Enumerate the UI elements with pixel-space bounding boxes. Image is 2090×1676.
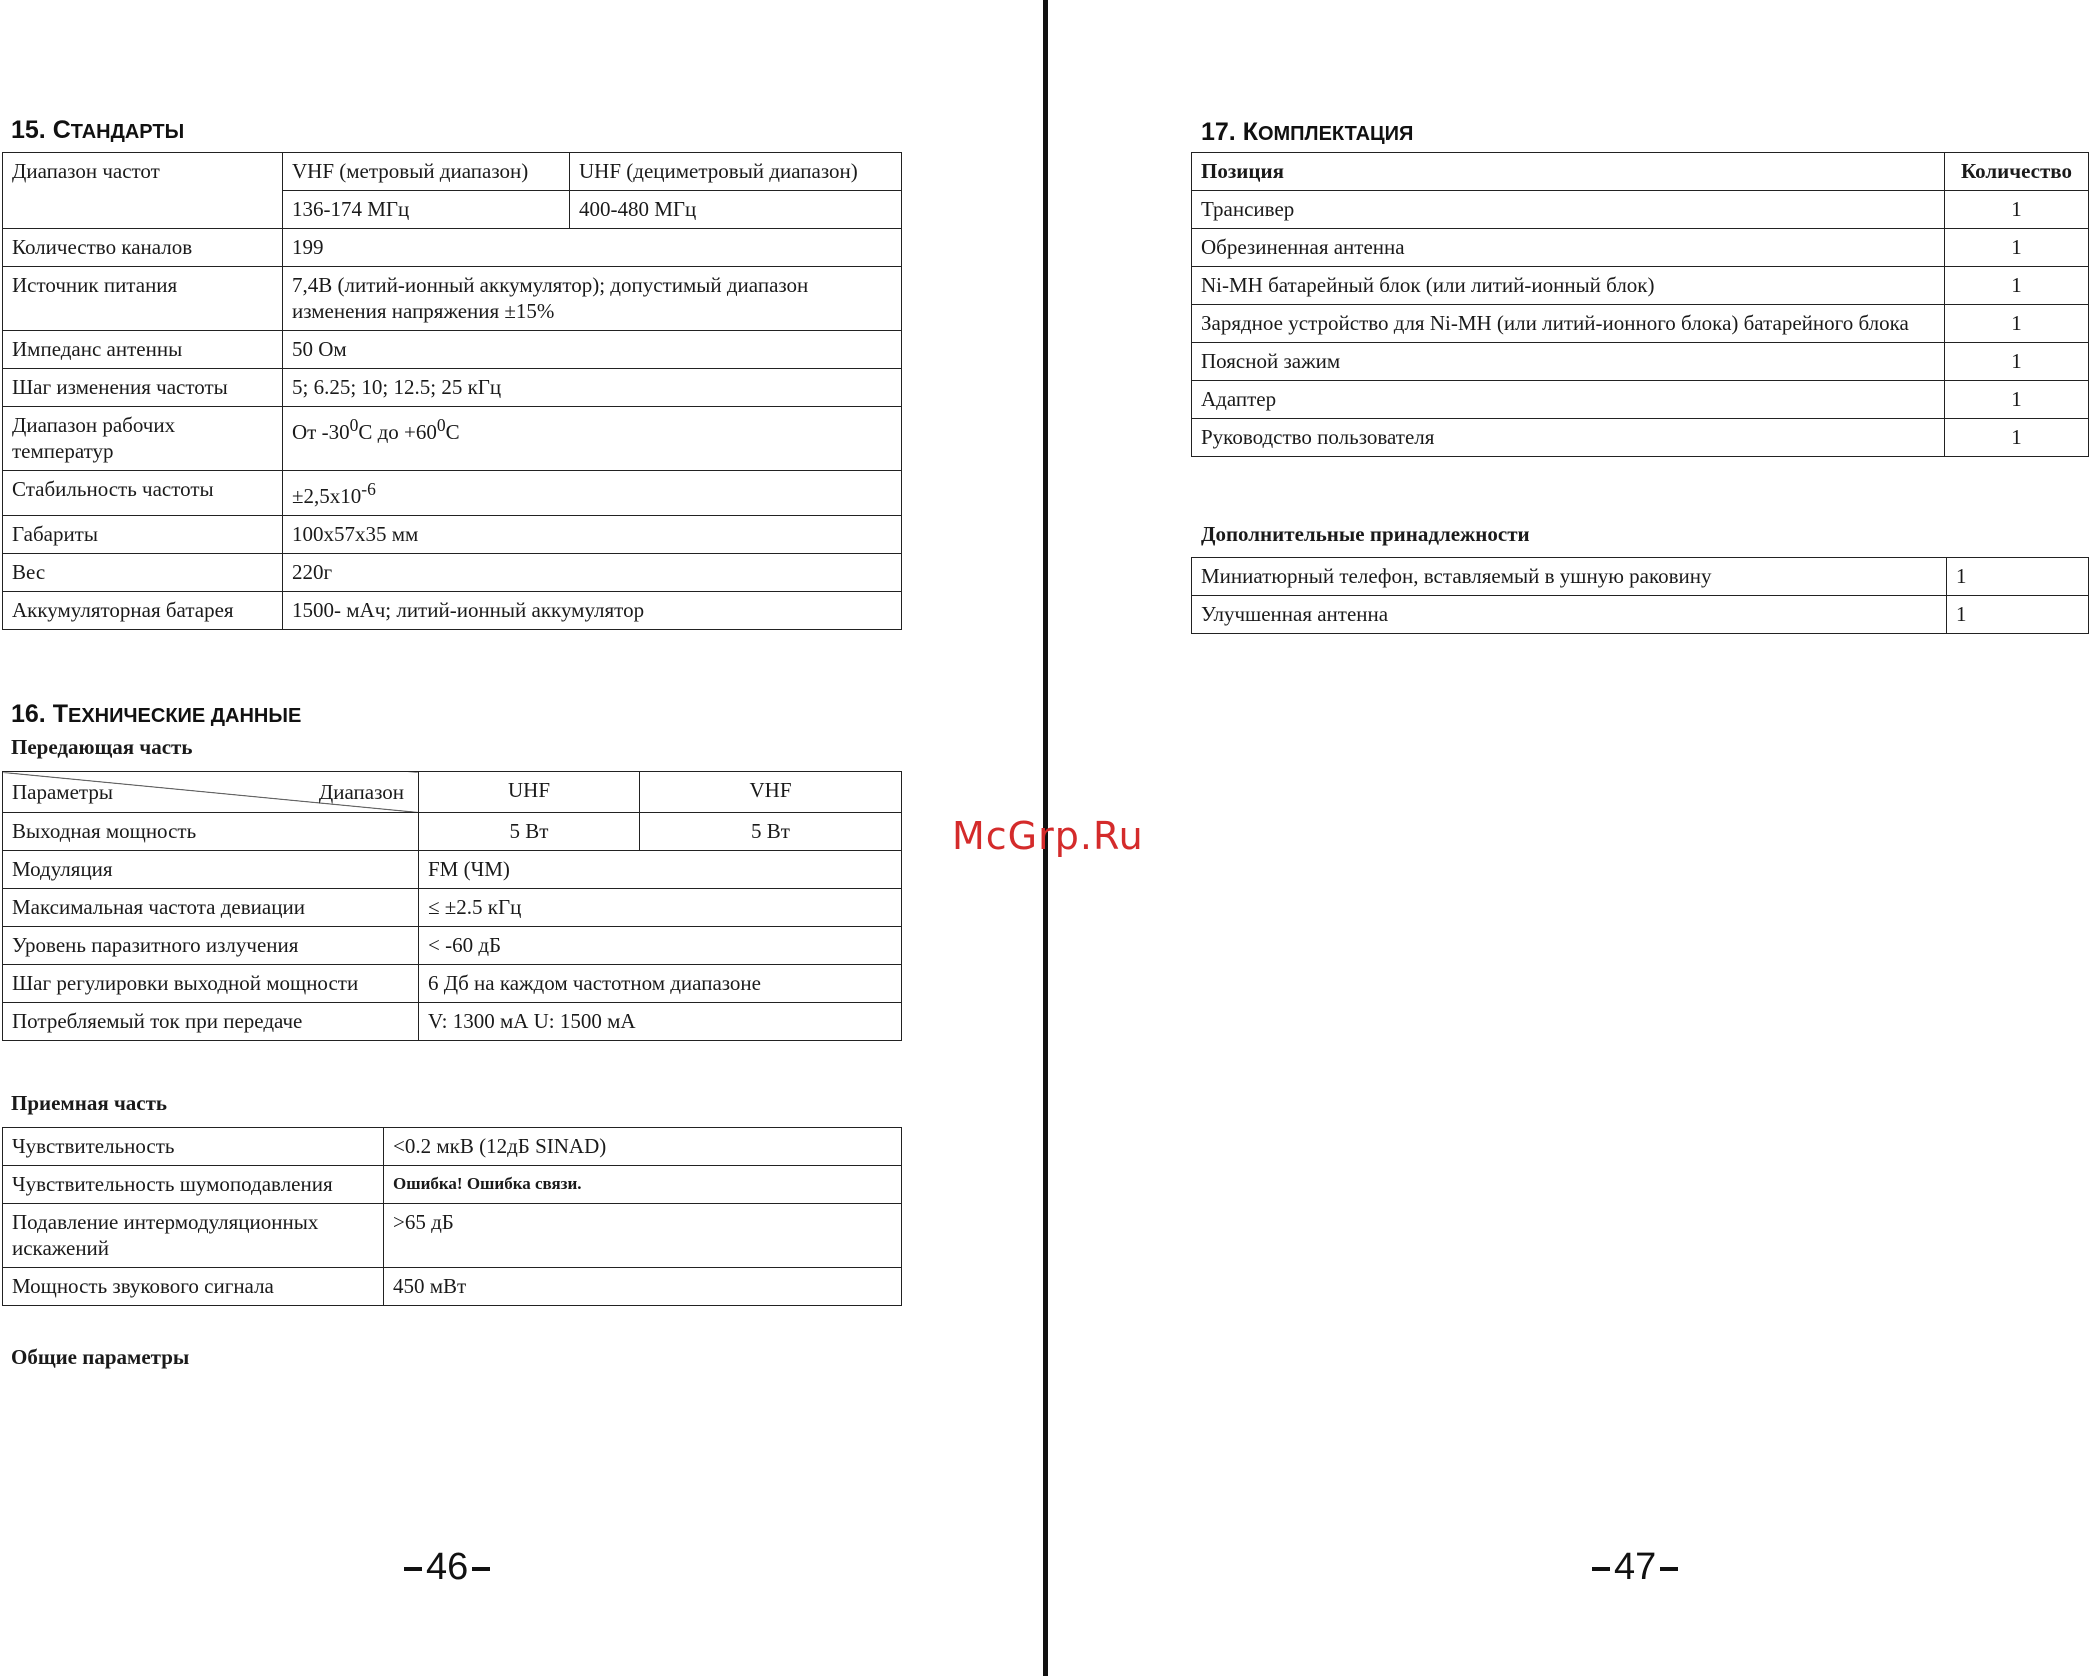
- table-cell: Чувствительность шумоподавления: [3, 1166, 384, 1204]
- table-cell: Модуляция: [3, 851, 419, 889]
- table-cell: >65 дБ: [384, 1204, 902, 1268]
- receiver-heading: Приемная часть: [11, 1091, 168, 1115]
- transmitter-heading: Передающая часть: [11, 735, 193, 759]
- table-cell: FM (ЧМ): [419, 851, 902, 889]
- table-cell: 5 Вт: [419, 813, 640, 851]
- table-cell: 400-480 МГц: [570, 191, 902, 229]
- table-cell: 6 Дб на каждом частотном диапазоне: [419, 965, 902, 1003]
- table-cell: 100x57x35 мм: [283, 516, 902, 554]
- table-cell: 1: [1945, 191, 2089, 229]
- watermark: McGrp.Ru: [952, 814, 1144, 858]
- table-cell: Импеданс антенны: [3, 331, 283, 369]
- table-cell: Диапазон частот: [3, 153, 283, 229]
- table-cell: 1: [1945, 305, 2089, 343]
- table-row: [3, 772, 902, 813]
- table-row: [3, 1003, 902, 1041]
- table-cell: 1: [1947, 558, 2089, 596]
- table-row: [3, 153, 902, 191]
- receiver-table: [2, 1127, 902, 1306]
- table-cell: Ошибка! Ошибка связи.: [384, 1166, 902, 1204]
- table-cell: Обрезиненная антенна: [1192, 229, 1945, 267]
- table-cell: Чувствительность: [3, 1128, 384, 1166]
- table-cell: 5 Вт: [640, 813, 902, 851]
- table-cell: Мощность звукового сигнала: [3, 1268, 384, 1306]
- table-cell: $\pm 2,5x10^{-6}$: [283, 471, 902, 516]
- section-15-title: 15. СТАНДАРТЫ: [11, 116, 185, 144]
- table-cell: Трансивер: [1192, 191, 1945, 229]
- general-params-heading: Общие параметры: [11, 1345, 190, 1369]
- table-row: [1192, 191, 2089, 229]
- table-row: [3, 369, 902, 407]
- table-cell: <0.2 мкВ (12дБ SINAD): [384, 1128, 902, 1166]
- table-cell: 199: [283, 229, 902, 267]
- table-cell: Ni-MH батарейный блок (или литий-ионный блок): [1192, 267, 1945, 305]
- section-17-title: 17. КОМПЛЕКТАЦИЯ: [1201, 118, 1414, 146]
- section-16-title: 16. ТЕХНИЧЕСКИЕ ДАННЫЕ: [11, 700, 302, 728]
- table-cell: Стабильность частоты: [3, 471, 283, 516]
- table-cell: UHF (дециметровый диапазон): [570, 153, 902, 191]
- position-header: Позиция: [1192, 153, 1945, 191]
- table-cell: Количество каналов: [3, 229, 283, 267]
- table-cell: 220г: [283, 554, 902, 592]
- table-cell: Выходная мощность: [3, 813, 419, 851]
- standards-table: [2, 152, 902, 630]
- table-cell: V: 1300 мА U: 1500 мА: [419, 1003, 902, 1041]
- table-row: [3, 592, 902, 630]
- table-row: [1192, 419, 2089, 457]
- table-row: [3, 407, 902, 471]
- table-cell: Вес: [3, 554, 283, 592]
- table-row: [3, 554, 902, 592]
- table-row: [1192, 343, 2089, 381]
- accessories-table: [1191, 557, 2089, 634]
- transmitter-table: [2, 771, 902, 1041]
- table-cell: 5; 6.25; 10; 12.5; 25 кГц: [283, 369, 902, 407]
- table-cell: 1: [1947, 596, 2089, 634]
- table-cell: От $-30^0С$ до $+60^0С$: [283, 407, 902, 471]
- table-row: [3, 267, 902, 331]
- table-row: [3, 1128, 902, 1166]
- table-cell: Поясной зажим: [1192, 343, 1945, 381]
- uhf-header: UHF: [419, 772, 640, 813]
- table-cell: 1: [1945, 381, 2089, 419]
- table-cell: 1500- мАч; литий-ионный аккумулятор: [283, 592, 902, 630]
- table-row: [3, 889, 902, 927]
- table-cell: Габариты: [3, 516, 283, 554]
- param-header: Параметры: [12, 780, 113, 804]
- range-header: Диапазон: [318, 780, 404, 804]
- table-row: [1192, 558, 2089, 596]
- table-cell: ≤ ±2.5 кГц: [419, 889, 902, 927]
- table-cell: 450 мВт: [384, 1268, 902, 1306]
- table-row: [3, 813, 902, 851]
- table-cell: < -60 дБ: [419, 927, 902, 965]
- table-row: [1192, 381, 2089, 419]
- table-row: [1192, 229, 2089, 267]
- table-row: [3, 1268, 902, 1306]
- table-row: [1192, 267, 2089, 305]
- table-row: [3, 851, 902, 889]
- table-row: [3, 331, 902, 369]
- table-cell: 1: [1945, 343, 2089, 381]
- table-row: [3, 1166, 902, 1204]
- table-cell: Потребляемый ток при передаче: [3, 1003, 419, 1041]
- table-row: [3, 516, 902, 554]
- table-row: [3, 1204, 902, 1268]
- table-row: [1192, 305, 2089, 343]
- table-row: [3, 471, 902, 516]
- table-cell: 1: [1945, 267, 2089, 305]
- table-row: [1192, 153, 2089, 191]
- diagonal-header-cell: [3, 772, 419, 813]
- package-contents-table: [1191, 152, 2089, 457]
- quantity-header: Количество: [1945, 153, 2089, 191]
- table-cell: Диапазон рабочих температур: [3, 407, 283, 471]
- page-number-right: 47: [1588, 1546, 1682, 1589]
- table-row: [3, 965, 902, 1003]
- accessories-heading: Дополнительные принадлежности: [1201, 522, 1530, 546]
- table-cell: Адаптер: [1192, 381, 1945, 419]
- table-cell: Шаг изменения частоты: [3, 369, 283, 407]
- table-row: [1192, 596, 2089, 634]
- table-cell: 1: [1945, 229, 2089, 267]
- table-cell: Руководство пользователя: [1192, 419, 1945, 457]
- table-cell: Миниатюрный телефон, вставляемый в ушную раковину: [1192, 558, 1947, 596]
- table-cell: Аккумуляторная батарея: [3, 592, 283, 630]
- vhf-header: VHF: [640, 772, 902, 813]
- table-cell: Улучшенная антенна: [1192, 596, 1947, 634]
- table-cell: 136-174 МГц: [283, 191, 570, 229]
- table-cell: Зарядное устройство для Ni-MH (или литий-ионного блока) батарейного блока: [1192, 305, 1945, 343]
- table-row: [3, 229, 902, 267]
- page-number-left: 46: [400, 1546, 494, 1589]
- table-cell: 7,4В (литий-ионный аккумулятор); допустимый диапазон изменения напряжения ±15%: [283, 267, 902, 331]
- table-cell: 1: [1945, 419, 2089, 457]
- table-cell: Подавление интермодуляционных искажений: [3, 1204, 384, 1268]
- table-cell: Уровень паразитного излучения: [3, 927, 419, 965]
- table-cell: VHF (метровый диапазон): [283, 153, 570, 191]
- table-cell: 50 Ом: [283, 331, 902, 369]
- table-cell: Источник питания: [3, 267, 283, 331]
- table-row: [3, 927, 902, 965]
- table-cell: Максимальная частота девиации: [3, 889, 419, 927]
- table-cell: Шаг регулировки выходной мощности: [3, 965, 419, 1003]
